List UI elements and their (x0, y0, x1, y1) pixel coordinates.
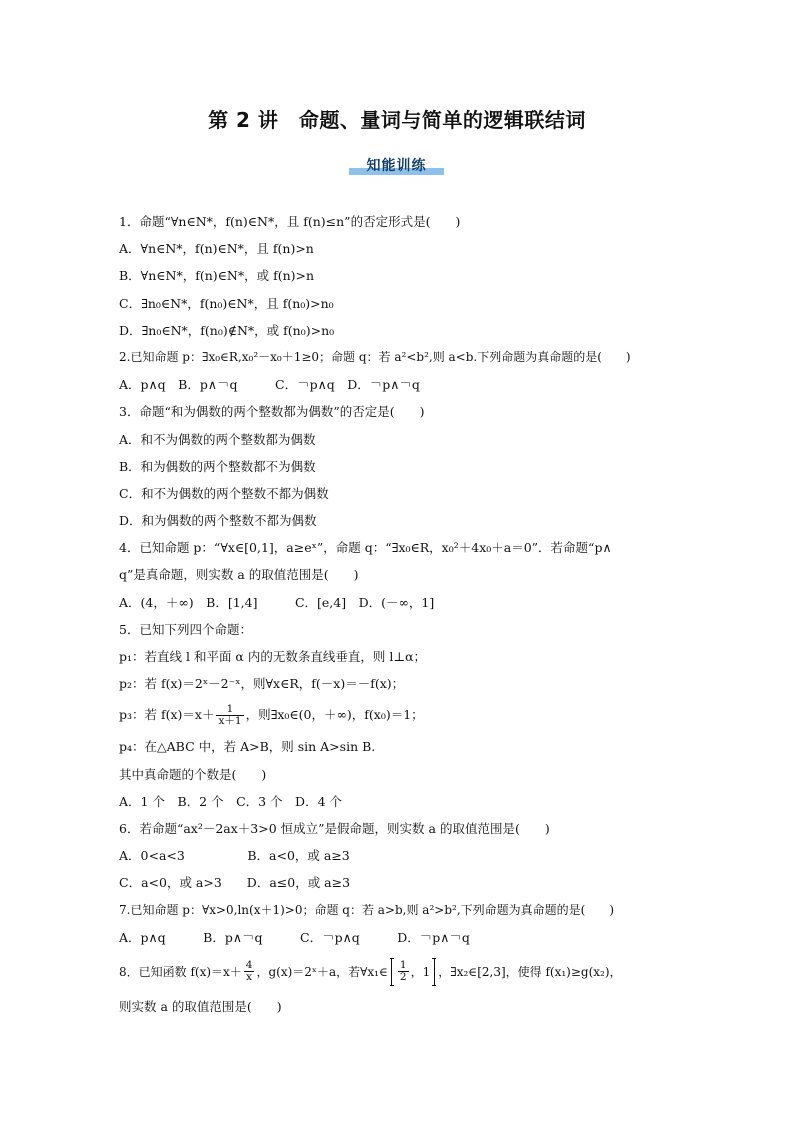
q1-stem: 1．命题“∀n∈N*，f(n)∈N*，且 f(n)≤n”的否定形式是( ) (119, 214, 461, 229)
q2-stem: 2.已知命题 p：∃x₀∈R,x₀²－x₀＋1≥0；命题 q：若 a²<b²,则 a<b.下列命题为真命题的是( ) (119, 349, 631, 364)
q5-p3-suffix: ，则∃x₀∈(0，＋∞)，f(x₀)＝1； (245, 707, 424, 723)
q5-stem: 5．已知下列四个命题： (119, 621, 252, 637)
q5-p3-numerator: 1 (226, 702, 234, 715)
q4-options: A．(4，＋∞) B．[1,4] C．[e,4] D．(－∞，1] (119, 594, 435, 610)
q8-interval (391, 958, 435, 986)
q8-interval-right: ，1 (410, 964, 431, 979)
q3-option-a: A．和不为偶数的两个整数都为偶数 (119, 431, 316, 447)
q4-stem-line1: 4．已知命题 p：“∀x∈[0,1]，a≥eˣ”，命题 q：“∃x₀∈R，x₀²＋4x₀＋a＝0”．若命题“p∧ (119, 540, 612, 556)
q5-p4: p₄：在△ABC 中，若 A>B，则 sin A>sin B. (119, 739, 376, 755)
q5-p2: p₂：若 f(x)＝2ˣ－2⁻ˣ，则∀x∈R，f(－x)＝－f(x)； (119, 676, 405, 692)
q3-option-d: D．和为偶数的两个整数不都为偶数 (119, 513, 317, 529)
q8-suffix: ，∃x₂∈[2,3]，使得 f(x₁)≥g(x₂)， (438, 964, 622, 979)
q8-interval-denominator: 2 (399, 971, 407, 984)
q6-stem: 6．若命题“ax²－2ax＋3>0 恒成立”是假命题，则实数 a 的取值范围是( ) (119, 820, 550, 836)
q3-option-b: B．和为偶数的两个整数都不为偶数 (119, 458, 316, 474)
q8-f-numerator: 4 (245, 959, 253, 972)
q8-interval-fraction (398, 960, 409, 983)
q5-p1: p₁：若直线 l 和平面 α 内的无数条直线垂直，则 l⊥α； (119, 649, 427, 664)
q7-stem: 7.已知命题 p：∀x>0,ln(x＋1)>0；命题 q：若 a>b,则 a²>b²,下列命题为真命题的是( ) (119, 902, 615, 917)
question-list (119, 208, 689, 1020)
q8-stem-line2: 则实数 a 的取值范围是( ) (119, 998, 282, 1014)
q5-p3 (119, 697, 689, 733)
badge-label: 知能训练 (366, 158, 427, 174)
q5-p3-denominator: x＋1 (218, 714, 242, 727)
q8-prefix: 8．已知函数 f(x)＝x＋ (119, 964, 242, 979)
q1-option-a: A．∀n∈N*，f(n)∈N*，且 f(n)>n (119, 241, 314, 257)
q7-options: A．p∧q B．p∧￢q C．￢p∧q D．￢p∧￢q (119, 929, 470, 945)
q3-option-c: C．和不为偶数的两个整数不都为偶数 (119, 485, 329, 501)
q8-mid: ，g(x)＝2ˣ＋a，若∀x₁∈ (256, 964, 388, 979)
q1-option-c: C．∃n₀∈N*，f(n₀)∈N*，且 f(n₀)>n₀ (119, 295, 334, 311)
q8-f-denominator: x (246, 971, 253, 984)
q2-options: A．p∧q B．p∧￢q C．￢p∧q D．￢p∧￢q (119, 377, 420, 393)
q1-option-d: D．∃n₀∈N*，f(n₀)∉N*，或 f(n₀)>n₀ (119, 322, 335, 338)
q5-p3-fraction (216, 704, 243, 727)
q8-stem-line1 (119, 951, 689, 993)
page-title: 第 2 讲 命题、量词与简单的逻辑联结词 (208, 108, 586, 132)
q1-option-b: B．∀n∈N*，f(n)∈N*，或 f(n)>n (119, 268, 315, 284)
q5-ask: 其中真命题的个数是( ) (119, 766, 267, 782)
section-badge (349, 155, 444, 175)
q4-stem-line2: q”是真命题，则实数 a 的取值范围是( ) (119, 567, 359, 583)
q8-f-fraction (244, 960, 255, 983)
q5-p3-prefix: p₃：若 f(x)＝x＋ (119, 707, 215, 723)
q6-options-row2: C．a<0，或 a>3 D．a≤0，或 a≥3 (119, 875, 351, 891)
q5-options: A．1 个 B．2 个 C．3 个 D．4 个 (119, 793, 343, 809)
q6-options-row1: A．0<a<3 B．a<0，或 a≥3 (119, 848, 350, 864)
q3-stem: 3．命题“和为偶数的两个整数都为偶数”的否定是( ) (119, 404, 425, 420)
q8-interval-numerator: 1 (399, 959, 407, 972)
